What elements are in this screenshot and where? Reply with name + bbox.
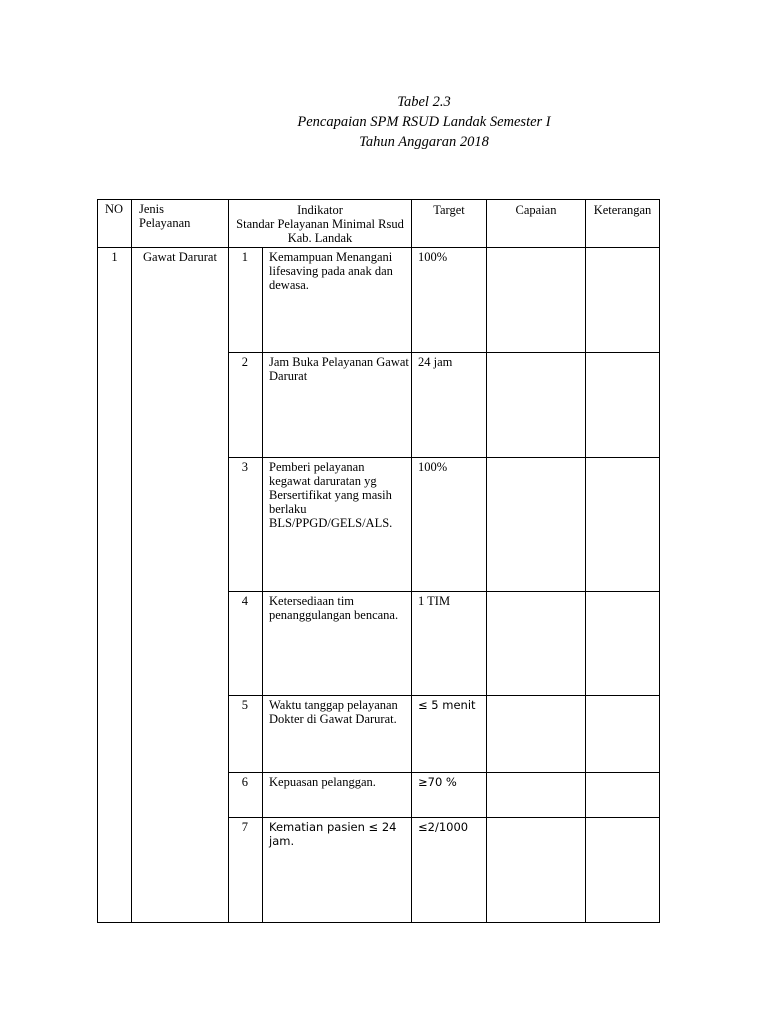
row-capaian [487, 353, 586, 458]
table-subtitle: Tahun Anggaran 2018 [359, 134, 489, 150]
row-indikator: Ketersediaan tim penanggulangan bencana. [263, 592, 412, 696]
row-capaian [487, 696, 586, 773]
row-indikator: Kepuasan pelanggan. [263, 773, 412, 818]
group-jenis: Gawat Darurat [132, 248, 229, 923]
row-indikator: Pemberi pelayanan kegawat daruratan yg Bersertifikat yang masih berlaku BLS/PPGD/GELS/ALS. [263, 458, 412, 592]
table-title: Pencapaian SPM RSUD Landak Semester I [297, 114, 551, 130]
row-keterangan [586, 248, 660, 353]
row-target: ≥70 % [412, 773, 487, 818]
row-number: 3 [229, 458, 263, 592]
header-jenis-pelayanan: Jenis Pelayanan [132, 200, 229, 248]
header-capaian: Capaian [487, 200, 586, 248]
row-target: 1 TIM [412, 592, 487, 696]
row-indikator: Jam Buka Pelayanan Gawat Darurat [263, 353, 412, 458]
row-keterangan [586, 818, 660, 923]
row-keterangan [586, 773, 660, 818]
row-keterangan [586, 458, 660, 592]
group-no: 1 [98, 248, 132, 923]
header-keterangan: Keterangan [586, 200, 660, 248]
row-number: 4 [229, 592, 263, 696]
row-indikator: Kematian pasien ≤ 24 jam. [263, 818, 412, 923]
row-target: 24 jam [412, 353, 487, 458]
row-target: 100% [412, 458, 487, 592]
row-indikator: Waktu tanggap pelayanan Dokter di Gawat Darurat. [263, 696, 412, 773]
row-number: 6 [229, 773, 263, 818]
table-header-row [98, 200, 660, 248]
row-number: 1 [229, 248, 263, 353]
row-number: 5 [229, 696, 263, 773]
table-row [98, 248, 660, 353]
row-capaian [487, 592, 586, 696]
row-keterangan [586, 696, 660, 773]
header-indikator: Indikator Standar Pelayanan Minimal Rsud Kab. Landak [229, 200, 412, 248]
row-target: ≤ 5 menit [412, 696, 487, 773]
row-capaian [487, 458, 586, 592]
spm-table [97, 199, 660, 923]
header-no: NO [98, 200, 132, 248]
row-capaian [487, 248, 586, 353]
row-target: 100% [412, 248, 487, 353]
row-number: 7 [229, 818, 263, 923]
row-capaian [487, 773, 586, 818]
header-target: Target [412, 200, 487, 248]
row-number: 2 [229, 353, 263, 458]
row-indikator: Kemampuan Menangani lifesaving pada anak dan dewasa. [263, 248, 412, 353]
row-keterangan [586, 592, 660, 696]
row-keterangan [586, 353, 660, 458]
table-number: Tabel 2.3 [397, 94, 451, 110]
row-target: ≤2/1000 [412, 818, 487, 923]
title-block [0, 92, 768, 152]
row-capaian [487, 818, 586, 923]
